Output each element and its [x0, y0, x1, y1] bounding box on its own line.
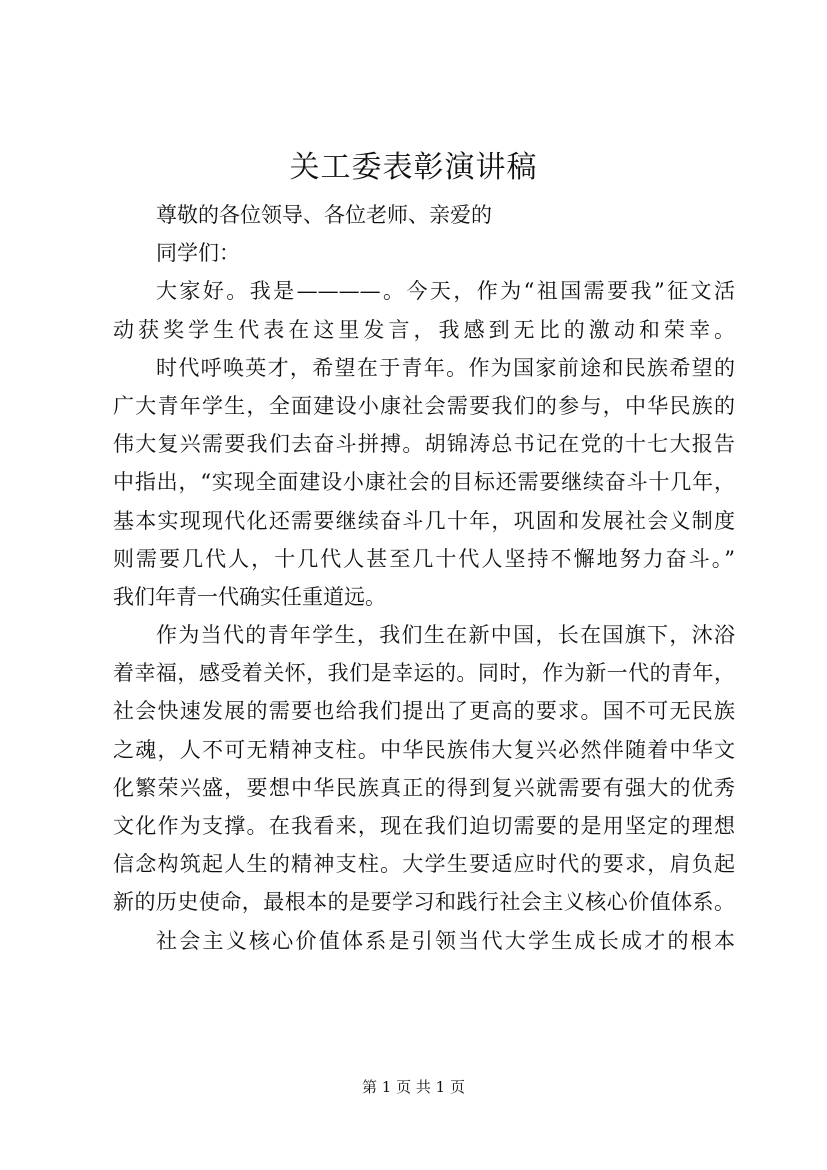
- document-title: 关工委表彰演讲稿: [289, 150, 538, 185]
- body-line: 大家好。我是————。今天，作为“祖国需要我”征文活: [156, 279, 735, 304]
- body-line: 尊敬的各位领导、各位老师、亲爱的: [156, 203, 492, 227]
- body-line: 化繁荣兴盛，要想中华民族真正的得到复兴就需要有强大的优秀: [113, 775, 735, 800]
- body-line: 中指出，“实现全面建设小康社会的目标还需要继续奋斗十几年，: [113, 470, 735, 495]
- body-line: 则需要几代人，十几代人甚至几十代人坚持不懈地努力奋斗。”: [113, 546, 735, 571]
- body-line: 社会快速发展的需要也给我们提出了更高的要求。国不可无民族: [113, 699, 735, 724]
- body-line: 文化作为支撑。在我看来，现在我们迫切需要的是用坚定的理想: [113, 814, 735, 838]
- body-line: 伟大复兴需要我们去奋斗拼搏。胡锦涛总书记在党的十七大报告: [113, 432, 735, 457]
- document-body: [113, 196, 735, 960]
- body-line: 动获奖学生代表在这里发言，我感到无比的激动和荣幸。: [113, 317, 735, 342]
- body-line: 作为当代的青年学生，我们生在新中国，长在国旗下，沐浴: [156, 623, 735, 648]
- body-line: 同学们：: [156, 241, 240, 266]
- body-line: 信念构筑起人生的精神支柱。大学生要适应时代的要求，肩负起: [113, 852, 735, 877]
- body-line: 基本实现现代化还需要继续奋斗几十年，巩固和发展社会义制度: [113, 508, 735, 533]
- body-line: 新的历史使命，最根本的是要学习和践行社会主义核心价值体系。: [113, 890, 735, 915]
- body-line: 社会主义核心价值体系是引领当代大学生成长成才的根本: [156, 928, 735, 953]
- body-line: 之魂，人不可无精神支柱。中华民族伟大复兴必然伴随着中华文: [113, 737, 735, 762]
- body-line: 广大青年学生，全面建设小康社会需要我们的参与，中华民族的: [113, 393, 735, 418]
- body-line: 我们年青一代确实任重道远。: [113, 584, 386, 609]
- body-line: 时代呼唤英才，希望在于青年。作为国家前途和民族希望的: [156, 355, 735, 380]
- body-line: 着幸福，感受着关怀，我们是幸运的。同时，作为新一代的青年，: [113, 661, 735, 686]
- page-footer: 第 1 页 共 1 页: [362, 1078, 465, 1096]
